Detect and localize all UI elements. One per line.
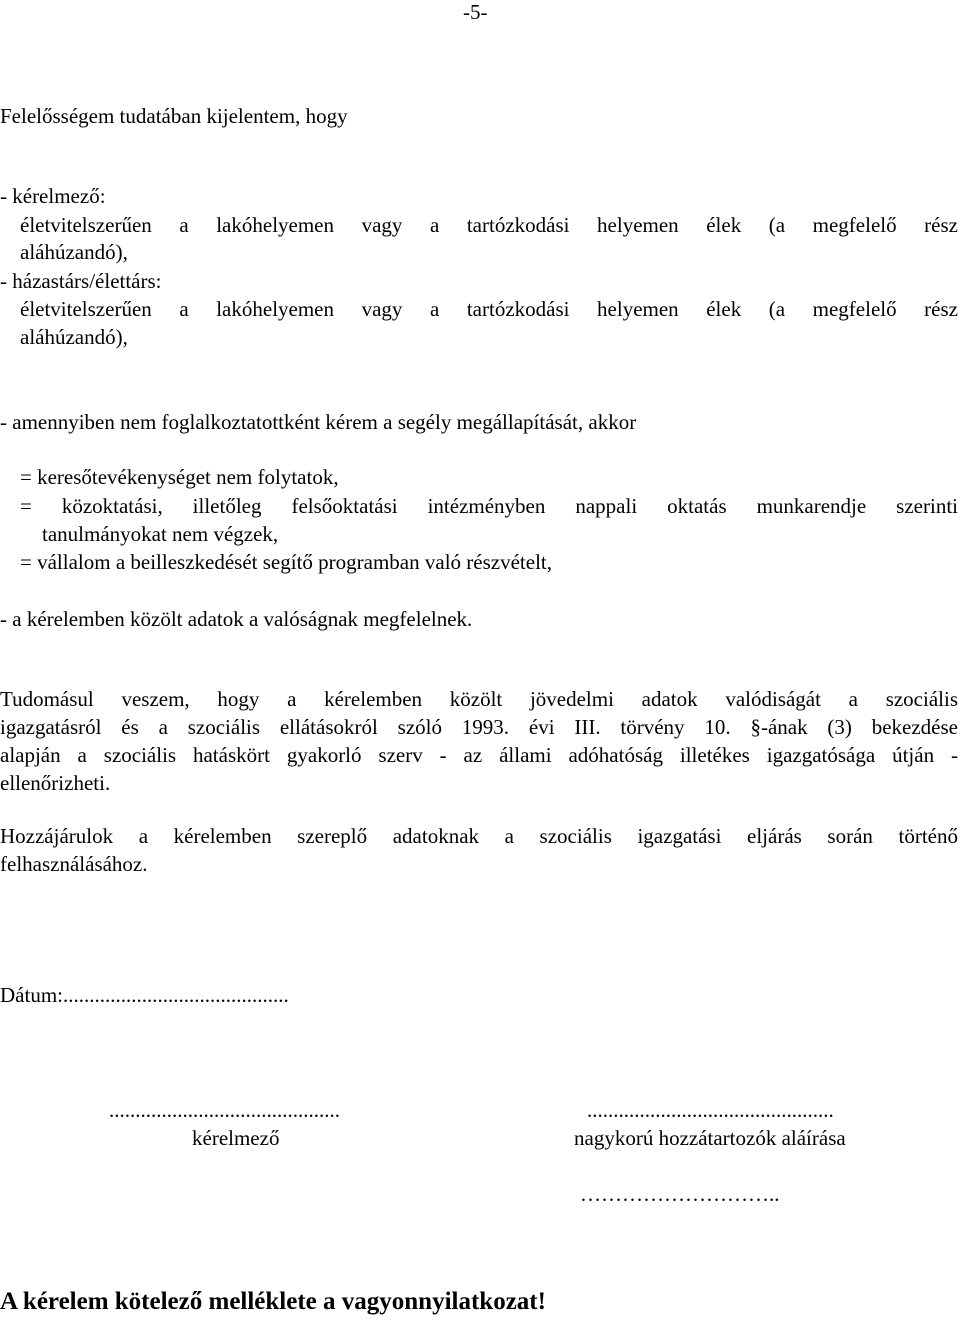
- acknowledge-line-2: igazgatásról és a szociális ellátásokról szóló 1993. évi III. törvény 10. §-ának (3) bekezdése: [0, 715, 958, 739]
- applicant-label: - kérelmező:: [0, 184, 106, 208]
- footer-note: A kérelem kötelező melléklete a vagyonnyilatkozat!: [0, 1288, 546, 1315]
- intro-text: Felelősségem tudatában kijelentem, hogy: [0, 104, 348, 128]
- spouse-label: - házastárs/élettárs:: [0, 269, 162, 293]
- unemployed-intro: - amennyiben nem foglalkoztatottként kérem a segély megállapítását, akkor: [0, 410, 637, 434]
- applicant-signature-line: ............................................: [109, 1098, 340, 1122]
- acknowledge-line-3: alapján a szociális hatáskört gyakorló szerv - az állami adóhatóság illetékes igazgatósága útján -: [0, 743, 958, 767]
- spouse-line-1: életvitelszerűen a lakóhelyemen vagy a tartózkodási helyemen élek (a megfelelő rész: [20, 297, 958, 321]
- consent-line-2: felhasználásához.: [0, 852, 148, 876]
- extra-signature-line: ………………………..: [580, 1182, 780, 1206]
- applicant-line-1: életvitelszerűen a lakóhelyemen vagy a tartózkodási helyemen élek (a megfelelő rész: [20, 213, 958, 237]
- relatives-signature-line: ...............................................: [587, 1098, 834, 1122]
- condition-item-2-line-2: tanulmányokat nem végzek,: [42, 522, 279, 546]
- applicant-line-2: aláhúzandó),: [20, 240, 128, 264]
- condition-item-3: = vállalom a beilleszkedését segítő programban való részvételt,: [20, 550, 552, 574]
- date-field: Dátum:...........................................: [0, 983, 289, 1007]
- page-number: -5-: [463, 0, 488, 24]
- condition-item-1: = keresőtevékenységet nem folytatok,: [20, 465, 339, 489]
- acknowledge-line-4: ellenőrizheti.: [0, 771, 111, 795]
- consent-line-1: Hozzájárulok a kérelemben szereplő adatoknak a szociális igazgatási eljárás során történő: [0, 824, 958, 848]
- applicant-signature-label: kérelmező: [192, 1126, 280, 1150]
- spouse-line-2: aláhúzandó),: [20, 325, 128, 349]
- data-true-statement: - a kérelemben közölt adatok a valóságnak megfelelnek.: [0, 607, 473, 631]
- acknowledge-line-1: Tudomásul veszem, hogy a kérelemben közölt jövedelmi adatok valódiságát a szociális: [0, 687, 958, 711]
- condition-item-2-line-1: = közoktatási, illetőleg felsőoktatási intézményben nappali oktatás munkarendje szerinti: [20, 494, 958, 518]
- relatives-signature-label: nagykorú hozzátartozók aláírása: [574, 1126, 846, 1150]
